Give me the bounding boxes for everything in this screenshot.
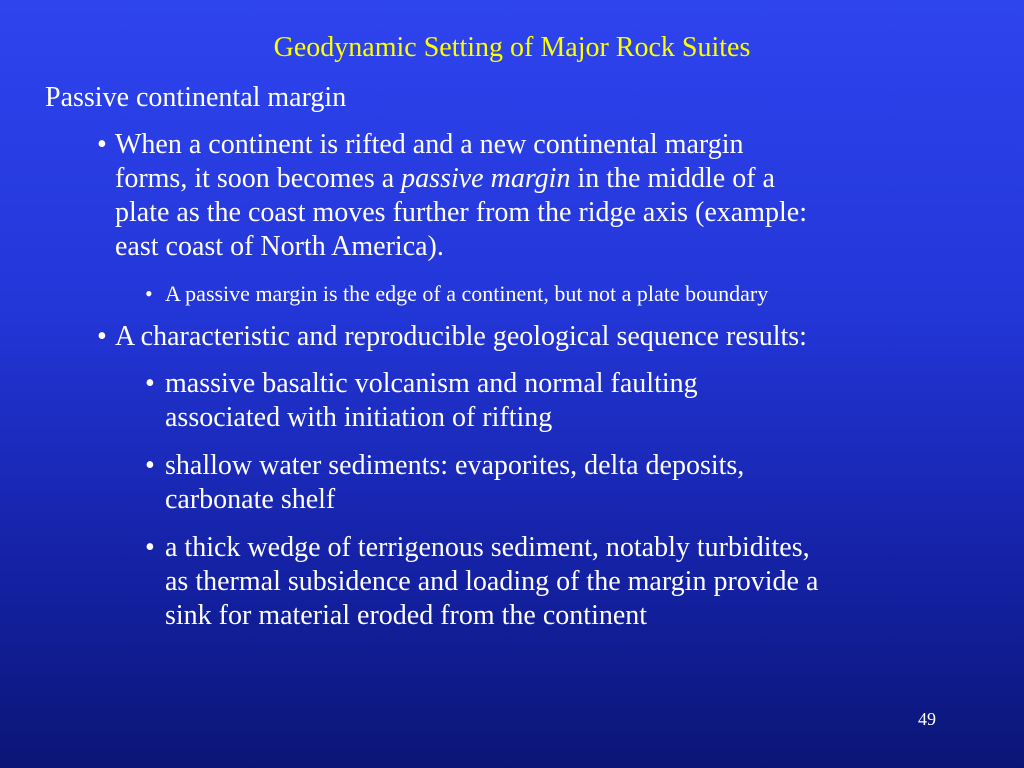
bullet-text: A characteristic and reproducible geological sequence results: [115,321,807,352]
bullet-line-part: in the middle of a [570,163,775,194]
bullet-marker: • [145,281,153,306]
bullet-line: massive basaltic volcanism and normal faulting [165,368,698,399]
bullet-text [165,449,975,517]
bullet-marker: • [145,368,155,399]
section-heading: Passive continental margin [45,82,347,113]
bullet-text: A passive margin is the edge of a continent, but not a plate boundary [165,281,769,306]
emphasis-passive-margin: passive margin [401,163,571,194]
bullet-line: a thick wedge of terrigenous sediment, notably turbidites, [165,532,810,563]
bullet-line-part: forms, it soon becomes a [115,163,402,194]
slide-title: Geodynamic Setting of Major Rock Suites [273,32,751,63]
bullet-line: associated with initiation of rifting [165,402,553,433]
bullet-geological-sequence [97,320,975,354]
bullet-shallow-water-sediments [145,449,975,517]
bullet-continent-rifted [97,128,975,264]
bullet-line: carbonate shelf [165,484,336,515]
bullet-marker: • [145,450,155,481]
bullet-basaltic-volcanism [145,367,975,435]
bullet-line: east coast of North America). [115,231,444,262]
bullet-line: as thermal subsidence and loading of the margin provide a [165,566,819,597]
bullet-marker: • [145,532,155,563]
bullet-line: shallow water sediments: evaporites, delta deposits, [165,450,745,481]
bullet-text [165,531,975,633]
bullet-marker: • [97,129,107,160]
bullet-line: When a continent is rifted and a new continental margin [115,129,744,160]
page-number: 49 [918,709,936,729]
bullet-terrigenous-sediment [145,531,975,633]
bullet-text [165,367,975,435]
bullet-passive-margin-definition [145,280,768,308]
bullet-marker: • [97,321,107,352]
bullet-line: sink for material eroded from the continent [165,600,648,631]
bullet-text [115,128,975,264]
bullet-line [115,162,975,196]
bullet-line: plate as the coast moves further from the ridge axis (example: [115,197,807,228]
